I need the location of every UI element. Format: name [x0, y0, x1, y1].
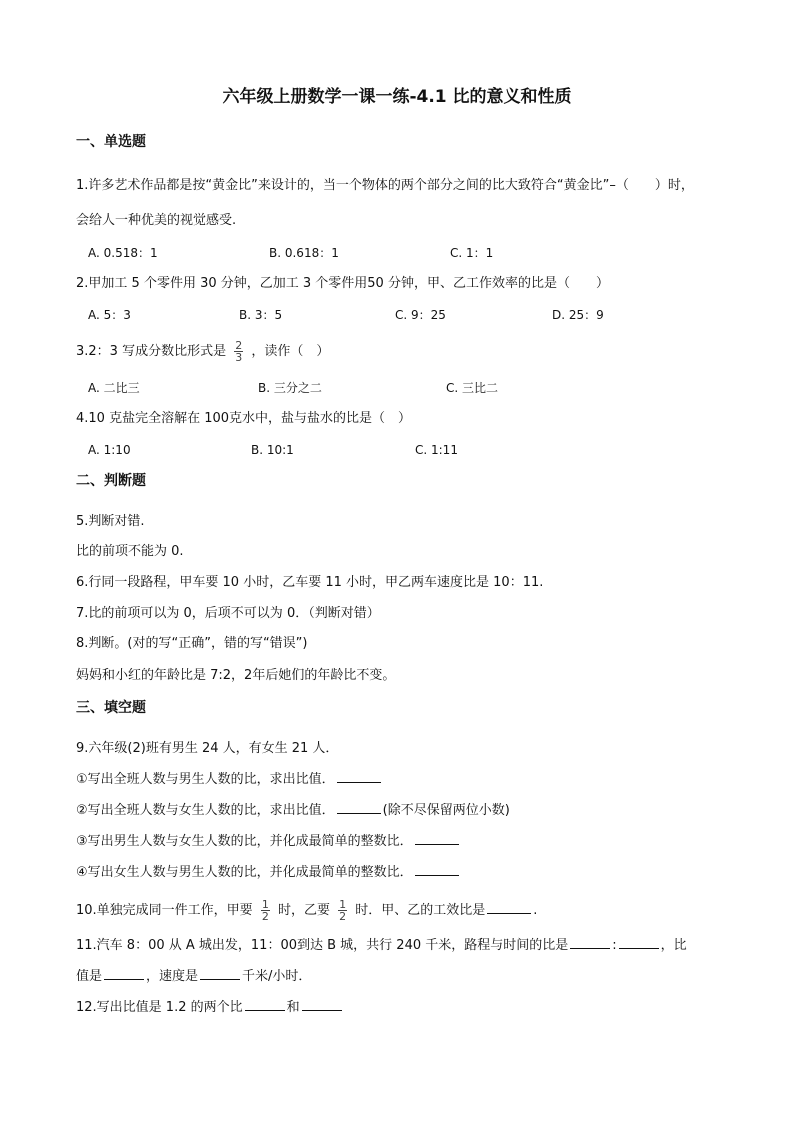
question-11-line-2: [76, 967, 311, 987]
section-heading-true-false: 二、判断题: [76, 473, 146, 489]
section-heading-single-choice: 一、单选题: [76, 134, 146, 150]
fraction-denominator: 3: [235, 351, 243, 364]
question-4-option-a[interactable]: A. 1:10: [88, 443, 131, 457]
question-11-line-2-mid: ，速度是: [146, 969, 199, 984]
question-2-option-b[interactable]: B. 3：5: [239, 308, 283, 322]
question-8-line-2: 妈妈和小红的年龄比是 7:2，2年后她们的年龄比不变。: [76, 668, 396, 683]
question-3-text-post: ，读作（ ）: [251, 344, 330, 359]
question-1-option-a[interactable]: A. 0.518：1: [88, 246, 158, 260]
question-1-line-1: 1.许多艺术作品都是按“黄金比”来设计的，当一个物体的两个部分之间的比大致符合“黄金比”–（ ）时，: [76, 178, 694, 193]
question-9-sub-3: [76, 832, 461, 852]
question-10-text-end: .: [533, 903, 538, 918]
question-11-text-post: ，比: [660, 938, 687, 953]
question-12-text-pre: 12.写出比值是 1.2 的两个比: [76, 1000, 243, 1015]
question-9-sub-2-text: ②写出全班人数与女生人数的比，求出比值．: [76, 803, 335, 818]
question-2-option-c[interactable]: C. 9：25: [395, 308, 446, 322]
question-10-fraction-1: [261, 899, 270, 922]
fraction-denominator: 2: [339, 910, 347, 923]
question-9-sub-4-text: ④写出女生人数与男生人数的比，并化成最简单的整数比．: [76, 865, 413, 880]
question-7-line-1: 7.比的前项可以为 0，后项不可以为 0．（判断对错）: [76, 606, 380, 621]
question-10-fraction-2: [338, 899, 347, 922]
question-4-option-b[interactable]: B. 10:1: [251, 443, 294, 457]
question-2-option-d[interactable]: D. 25：9: [552, 308, 604, 322]
answer-blank[interactable]: [570, 936, 610, 949]
question-1-option-c[interactable]: C. 1：1: [450, 246, 494, 260]
answer-blank[interactable]: [415, 863, 459, 876]
question-10-line-1: [76, 899, 537, 922]
question-3-option-a[interactable]: A. 二比三: [88, 381, 140, 395]
question-9-sub-3-text: ③写出男生人数与女生人数的比，并化成最简单的整数比．: [76, 834, 413, 849]
question-9-sub-2-note: (除不尽保留两位小数): [382, 803, 510, 818]
question-11-colon: :: [612, 938, 617, 953]
question-11-line-1: [76, 936, 687, 956]
question-9-line-1: 9.六年级(2)班有男生 24 人，有女生 21 人．: [76, 741, 339, 756]
question-9-sub-2: [76, 801, 510, 821]
answer-blank[interactable]: [200, 967, 240, 980]
question-3-line-1: [76, 340, 329, 363]
question-2-option-a[interactable]: A. 5：3: [88, 308, 131, 322]
question-1-option-b[interactable]: B. 0.618：1: [269, 246, 339, 260]
question-9-sub-1: [76, 770, 383, 790]
answer-blank[interactable]: [619, 936, 659, 949]
question-6-line-1: 6.行同一段路程，甲车要 10 小时，乙车要 11 小时，甲乙两车速度比是 10：11.: [76, 575, 544, 590]
question-10-text-post: 时．甲、乙的工效比是: [355, 903, 486, 918]
question-9-sub-1-text: ①写出全班人数与男生人数的比，求出比值．: [76, 772, 335, 787]
answer-blank[interactable]: [104, 967, 144, 980]
question-4-option-c[interactable]: C. 1:11: [415, 443, 458, 457]
question-5-line-1: 5.判断对错.: [76, 514, 145, 529]
fraction-denominator: 2: [261, 910, 269, 923]
question-5-line-2: 比的前项不能为 0.: [76, 544, 184, 559]
question-4-line-1: 4.10 克盐完全溶解在 100克水中，盐与盐水的比是（ ）: [76, 411, 412, 426]
answer-blank[interactable]: [245, 998, 285, 1011]
answer-blank[interactable]: [487, 901, 531, 914]
question-11-line-2-pre: 值是: [76, 969, 103, 984]
fraction-numerator: 1: [261, 898, 269, 911]
answer-blank[interactable]: [337, 770, 381, 783]
question-11-line-2-post: 千米/小时．: [242, 969, 312, 984]
question-9-sub-4: [76, 863, 461, 883]
question-10-text-pre: 10.单独完成同一件工作，甲要: [76, 903, 253, 918]
question-3-text-pre: 3.2：3 写成分数比形式是: [76, 344, 227, 359]
fraction-numerator: 2: [235, 339, 243, 352]
question-3-option-c[interactable]: C. 三比二: [446, 381, 499, 395]
question-10-text-mid: 时，乙要: [277, 903, 330, 918]
question-3-fraction: [234, 340, 243, 363]
section-heading-fill-in: 三、填空题: [76, 700, 146, 716]
page-title: 六年级上册数学一课一练-4.1 比的意义和性质: [222, 87, 572, 107]
question-11-text-pre: 11.汽车 8：00 从 A 城出发，11：00到达 B 城，共行 240 千米，路程与时间的比是: [76, 938, 569, 953]
question-2-line-1: 2.甲加工 5 个零件用 30 分钟，乙加工 3 个零件用50 分钟，甲、乙工作效率的比是（ ）: [76, 276, 609, 291]
answer-blank[interactable]: [337, 801, 381, 814]
answer-blank[interactable]: [302, 998, 342, 1011]
question-12-line-1: [76, 998, 344, 1018]
question-12-text-mid: 和: [286, 1000, 300, 1015]
question-3-option-b[interactable]: B. 三分之二: [258, 381, 322, 395]
question-8-line-1: 8.判断。(对的写“正确”，错的写“错误”): [76, 636, 308, 651]
answer-blank[interactable]: [415, 832, 459, 845]
fraction-numerator: 1: [339, 898, 347, 911]
question-1-line-2: 会给人一种优美的视觉感受.: [76, 213, 237, 228]
